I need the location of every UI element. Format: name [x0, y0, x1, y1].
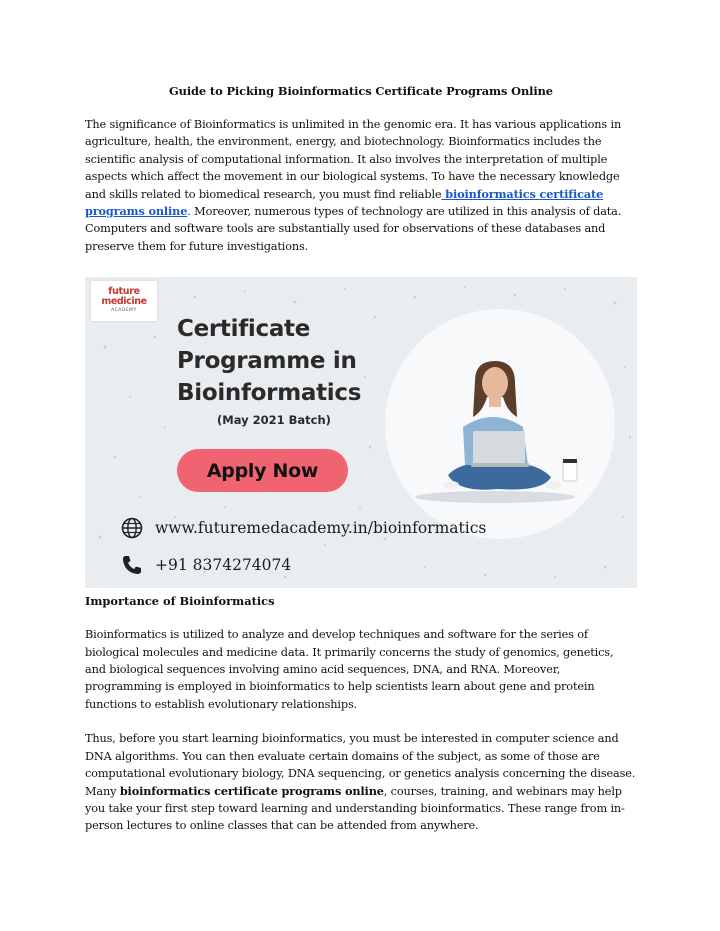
intro-paragraph	[85, 116, 637, 255]
academy-logo	[91, 281, 157, 321]
paragraph-3	[85, 730, 637, 834]
logo-line-2: medicine	[101, 296, 147, 308]
phone-number: +91 8374274074	[155, 556, 292, 575]
intro-text-start: The significance of Bioinformatics is unlimited in the genomic era. It has various applications in agriculture, health, the environment, energy, and biotechnology. Bioinformatics includes the scientific analysis of computational information. It also involves the interpretation of multiple aspects which affect the movement in our biological systems. To have the necessary knowledge and skills related to biomedical research, you must find reliable	[85, 118, 622, 201]
phone-icon	[121, 554, 143, 576]
apply-now-button[interactable]: Apply Now	[177, 449, 348, 492]
banner-title-line-3: Bioinformatics	[177, 380, 362, 407]
paragraph-2: Bioinformatics is utilized to analyze and develop techniques and software for the series of biological molecules and medicine data. It primarily concerns the study of genomics, genetics, and biological sequences involving amino acid sequences, DNA, and RNA. Moreover, programming is employed in bioinformatics to help scientists learn about gene and protein functions to establish evolutionary relationships.	[85, 628, 614, 711]
intro-text-end: . Moreover, numerous types of technology are utilized in this analysis of data. Computers and software tools are substantially used for observations of these databases and preserve them for future investigations.	[85, 205, 622, 253]
paragraph-3-end: , courses, training, and webinars may help you take your first step toward learning and understanding bioinformatics. These range from in-person lectures to online classes that can be attended from anywhere.	[85, 784, 625, 833]
section-heading: Importance of Bioinformatics	[85, 594, 275, 609]
banner-title-line-1: Certificate	[177, 316, 311, 343]
logo-line-3: ACADEMY	[111, 308, 137, 314]
document-page	[85, 84, 637, 835]
banner-title-line-2: Programme in	[177, 348, 357, 375]
paragraph-3-start: Thus, before you start learning bioinformatics, you must be interested in computer science and DNA algorithms. You can then evaluate certain domains of the subject, as some of those are computational evolutionary biology, DNA sequencing, or genetics analysis concerning the disease. Many	[85, 732, 636, 798]
banner-batch: (May 2021 Batch)	[217, 413, 331, 428]
logo-line-1: future	[108, 286, 140, 298]
banner-title	[177, 313, 361, 409]
phone-row	[121, 554, 291, 576]
document-title: Guide to Picking Bioinformatics Certificate Programs Online	[169, 84, 553, 98]
promo-banner-image[interactable]	[85, 277, 637, 588]
website-row	[121, 517, 486, 539]
website-url: www.futuremedacademy.in/bioinformatics	[155, 519, 487, 538]
programs-link[interactable]: bioinformatics certificate programs online	[85, 186, 604, 219]
paragraph-3-bold: bioinformatics certificate programs online	[119, 783, 384, 798]
woman-with-laptop-illustration	[403, 347, 603, 507]
globe-icon	[121, 517, 143, 539]
